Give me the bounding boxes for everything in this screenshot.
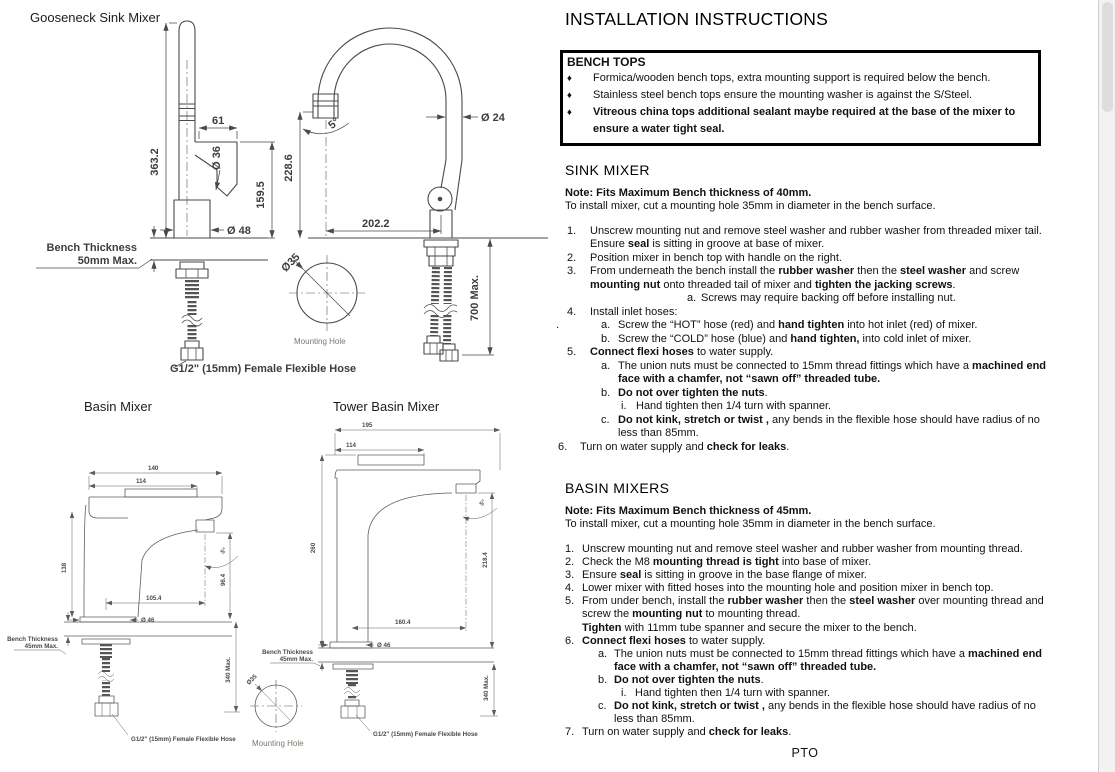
sink-mixer-heading: SINK MIXER — [565, 161, 650, 178]
basin-mixers-note: Note: Fits Maximum Bench thickness of 45mm. — [565, 505, 812, 518]
list-text: Screws may require backing off before installing nut. — [701, 292, 956, 305]
list-row — [565, 556, 1047, 569]
list-marker: a. — [598, 647, 608, 660]
dim-label: 61 — [212, 115, 225, 127]
dim-label: 140 — [148, 465, 159, 472]
basin-mixers-steps — [565, 543, 1047, 739]
list-row — [601, 414, 1047, 441]
dim-label: 160.4 — [395, 619, 411, 626]
dim-label: 340 Max. — [483, 675, 490, 701]
list-row — [565, 635, 1047, 648]
list-marker: 2. — [565, 556, 575, 569]
list-marker: i. — [621, 400, 627, 413]
list-row — [567, 225, 1047, 252]
technical-drawings — [0, 0, 555, 772]
list-text: From underneath the bench install the rubber washer then the steel washer and screw mounting nut onto threaded tail of mixer and tighten the jacking screws. — [590, 265, 1020, 291]
list-text: Do not over tighten the nuts. — [618, 386, 768, 399]
list-marker: c. — [598, 700, 607, 713]
list-row — [565, 543, 1047, 556]
list-text: Turn on water supply and check for leaks. — [582, 726, 792, 739]
list-row — [598, 648, 1047, 674]
list-marker: 3. — [565, 569, 575, 582]
list-marker: b. — [601, 386, 611, 399]
list-marker: 6. — [558, 440, 568, 453]
list-text: Stainless steel bench tops ensure the mounting washer is against the S/Steel. — [593, 89, 973, 102]
list-marker: 6. — [565, 634, 575, 647]
dim-label: Ø 46 — [377, 642, 391, 649]
list-row — [598, 674, 1047, 687]
list-row — [598, 700, 1047, 726]
instructions-column — [555, 0, 1095, 760]
list-row — [621, 400, 1047, 414]
sink-mixer-intro: To install mixer, cut a mounting hole 35mm in diameter in the bench surface. — [565, 199, 936, 212]
hose-caption: G1/2" (15mm) Female Flexible Hose — [373, 731, 478, 738]
list-row — [558, 441, 1047, 455]
drawing-title: Basin Mixer — [84, 399, 152, 414]
list-row — [567, 70, 1032, 87]
drawing-mounting-hole — [245, 673, 304, 748]
bench-tops-box — [560, 50, 1041, 146]
drawing-gooseneck-side — [279, 28, 548, 361]
dim-label: 114 — [346, 442, 356, 449]
list-marker: 4. — [565, 582, 575, 595]
list-text: Unscrew mounting nut and remove steel washer and rubber washer from threaded mixer tail. Ensure seal is sitting in groove at base of mixer. — [590, 224, 1042, 251]
list-text: Turn on water supply and check for leaks. — [580, 440, 790, 453]
list-row — [565, 569, 1047, 582]
bench-tops-list — [567, 70, 1032, 137]
list-text: The union nuts must be connected to 15mm thread fittings which have a machined end face with a chamfer, not “sawn off” threaded tube. — [618, 359, 1047, 386]
dim-label: Ø 36 — [211, 146, 223, 170]
list-marker: 5. — [565, 595, 575, 608]
drawing-title: Gooseneck Sink Mixer — [30, 10, 161, 25]
list-row — [567, 104, 1032, 136]
mounting-hole-dia: Ø35 — [279, 251, 303, 275]
list-row — [567, 87, 1032, 104]
drawing-tower-basin-mixer — [262, 399, 500, 738]
bench-thickness-label: Bench Thickness — [7, 636, 58, 643]
list-marker: c. — [601, 413, 610, 426]
list-text: Do not over tighten the nuts. — [614, 673, 764, 686]
dim-label: 228.6 — [283, 154, 295, 182]
page-title: INSTALLATION INSTRUCTIONS — [565, 9, 828, 29]
list-pre-marker: . — [556, 319, 560, 332]
list-row — [567, 265, 1047, 292]
list-text: Screw the “COLD” hose (blue) and hand tighten, into cold inlet of mixer. — [618, 332, 972, 345]
list-row — [601, 333, 1047, 347]
list-text: Vitreous china tops additional sealant maybe required at the base of the mixer to ensure a water tight seal. — [593, 106, 1016, 135]
list-text: Ensure seal is sitting in groove in the base flange of mixer. — [582, 569, 867, 582]
list-text: Tighten with 11mm tube spanner and secure the mixer to the bench. — [582, 621, 917, 634]
list-marker: a. — [601, 359, 611, 372]
list-row — [601, 387, 1047, 401]
list-text: Do not kink, stretch or twist , any bends in the flexible hose should have radius of no less than 85mm. — [614, 700, 1036, 726]
dim-label: 159.5 — [255, 181, 267, 209]
list-marker: ♦ — [567, 73, 572, 84]
mounting-hole-dia: Ø35 — [245, 673, 259, 687]
list-marker: 1. — [565, 542, 575, 555]
list-marker: 5. — [567, 346, 577, 359]
list-marker: ♦ — [567, 107, 572, 119]
list-row — [565, 582, 1047, 595]
list-row — [565, 595, 1047, 621]
list-marker: a. — [601, 319, 611, 332]
dim-label: 700 Max. — [469, 275, 481, 321]
dim-label: 218.4 — [482, 552, 489, 568]
list-marker: 1. — [567, 224, 577, 237]
list-marker: ♦ — [567, 90, 572, 102]
dim-label: 5° — [219, 546, 229, 556]
list-text: Position mixer in bench top with handle on the right. — [590, 251, 842, 264]
list-marker: i. — [621, 686, 627, 699]
dim-label: Ø 46 — [141, 617, 155, 624]
list-marker: 7. — [565, 726, 575, 739]
list-marker: b. — [598, 673, 608, 686]
list-text: Unscrew mounting nut and remove steel washer and rubber washer from mounting thread. — [582, 542, 1023, 555]
drawing-basin-mixer — [7, 399, 240, 743]
bench-thickness-label: 50mm Max. — [77, 255, 137, 267]
mounting-hole-label: Mounting Hole — [294, 337, 346, 346]
list-marker: 4. — [567, 305, 577, 318]
dim-label: 195 — [362, 422, 373, 429]
dim-label: 105.4 — [146, 595, 162, 602]
list-text: Lower mixer with fitted hoses into the mounting hole and position mixer in bench top. — [582, 582, 994, 595]
list-text: Hand tighten then 1/4 turn with spanner. — [635, 686, 831, 699]
dim-label: 5° — [326, 115, 342, 132]
list-text: Check the M8 mounting thread is tight into base of mixer. — [582, 556, 872, 569]
bench-thickness-label: Bench Thickness — [262, 649, 313, 656]
list-marker: 3. — [567, 265, 577, 278]
dim-label: 5° — [478, 498, 488, 508]
dim-label: 340 Max. — [225, 657, 232, 683]
basin-mixers-intro: To install mixer, cut a mounting hole 35mm in diameter in the bench surface. — [565, 518, 936, 531]
drawing-title: Tower Basin Mixer — [333, 399, 440, 414]
hose-caption: G1/2" (15mm) Female Flexible Hose — [131, 736, 236, 743]
list-marker: a. — [687, 292, 697, 305]
list-marker: 2. — [567, 251, 577, 264]
bench-thickness-label: 45mm Max. — [24, 643, 58, 650]
basin-mixers-heading: BASIN MIXERS — [565, 480, 670, 497]
list-row — [556, 319, 1047, 333]
list-row — [621, 687, 1047, 700]
pto-label: PTO — [791, 746, 819, 761]
list-row — [567, 252, 1047, 266]
list-row — [601, 360, 1047, 387]
list-row — [565, 622, 1047, 635]
list-text: Connect flexi hoses to water supply. — [582, 634, 766, 647]
dim-label: 138 — [61, 562, 68, 574]
dim-label: 363.2 — [149, 148, 161, 176]
scrollbar[interactable] — [1098, 0, 1115, 772]
list-row — [565, 726, 1047, 739]
dim-label: 96.4 — [220, 573, 227, 587]
list-text: The union nuts must be connected to 15mm thread fittings which have a machined end face with a chamfer, not “sawn off” threaded tube. — [614, 647, 1043, 673]
dim-label: Ø 48 — [227, 225, 251, 237]
dim-label: Ø 24 — [481, 112, 505, 124]
sink-mixer-steps — [556, 224, 1047, 455]
drawing-gooseneck-front — [30, 10, 356, 375]
list-marker: b. — [601, 332, 611, 345]
list-text: From under bench, install the rubber washer then the steel washer over mounting thread and screw the mounting nut to mounting thread. — [582, 595, 1044, 621]
list-text: Formica/wooden bench tops, extra mounting support is required below the bench. — [593, 72, 991, 84]
dim-label: 114 — [136, 478, 146, 485]
list-row — [567, 306, 1047, 320]
list-row — [687, 292, 1047, 306]
sink-mixer-note: Note: Fits Maximum Bench thickness of 40mm. — [565, 186, 812, 199]
bench-thickness-label: 45mm Max. — [279, 656, 313, 663]
list-text: Install inlet hoses: — [590, 305, 678, 318]
scrollbar-thumb[interactable] — [1102, 2, 1113, 112]
list-text: Screw the “HOT” hose (red) and hand tighten into hot inlet (red) of mixer. — [618, 319, 978, 332]
bench-tops-title: BENCH TOPS — [567, 55, 646, 69]
list-text: Hand tighten then 1/4 turn with spanner. — [636, 400, 832, 413]
mounting-hole-label: Mounting Hole — [252, 739, 304, 748]
list-row — [567, 346, 1047, 360]
bench-thickness-label: Bench Thickness — [46, 242, 137, 254]
list-text: Do not kink, stretch or twist , any bends in the flexible hose should have radius of no less than 85mm. — [618, 413, 1040, 440]
dim-label: 202.2 — [362, 218, 390, 230]
dim-label: 260 — [310, 542, 317, 554]
list-text: Connect flexi hoses to water supply. — [590, 346, 774, 359]
hose-caption: G1/2" (15mm) Female Flexible Hose — [170, 363, 357, 375]
